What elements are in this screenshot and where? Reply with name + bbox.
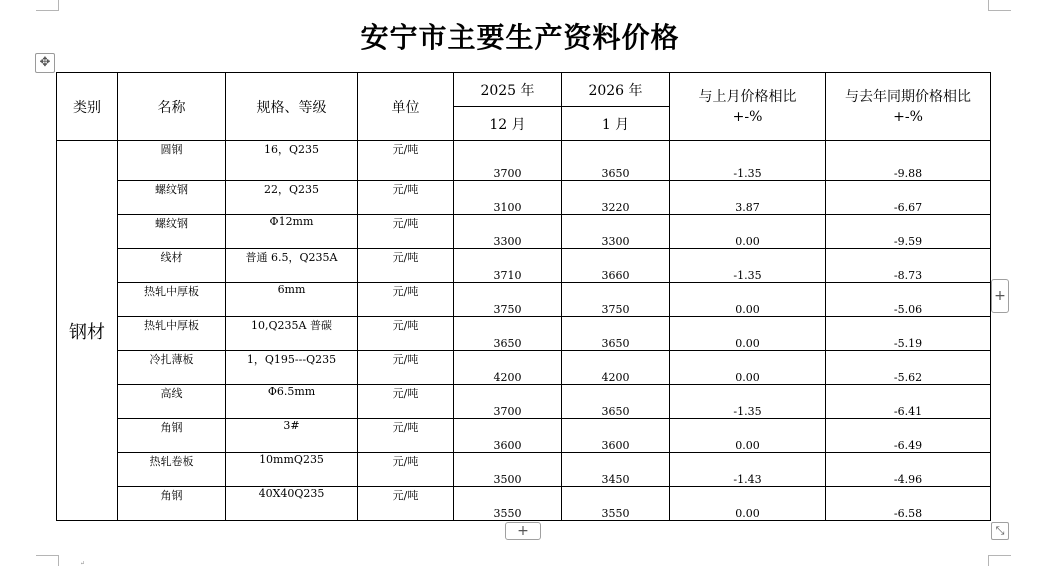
unit-cell: 元/吨 xyxy=(358,283,454,317)
spec-cell: 6mm xyxy=(226,283,358,317)
header-year-2026: 2026 年 xyxy=(562,73,670,107)
paragraph-mark: ↵ xyxy=(80,560,86,567)
mom-change-cell: 0.00 xyxy=(670,283,826,317)
document-title: 安宁市主要生产资料价格 xyxy=(360,21,680,54)
price-dec-cell: 3600 xyxy=(454,419,562,453)
yoy-change-cell: -8.73 xyxy=(826,249,991,283)
price-jan-cell: 3550 xyxy=(562,487,670,521)
unit-cell: 元/吨 xyxy=(358,453,454,487)
yoy-change-cell: -9.88 xyxy=(826,141,991,181)
price-table xyxy=(56,72,991,521)
plus-icon: + xyxy=(994,288,1006,304)
spec-cell: 40X40Q235 xyxy=(226,487,358,521)
price-dec-cell: 3700 xyxy=(454,385,562,419)
price-dec-cell: 3750 xyxy=(454,283,562,317)
page-corner-mark xyxy=(988,555,1011,566)
spec-cell: 10mmQ235 xyxy=(226,453,358,487)
price-dec-cell: 3700 xyxy=(454,141,562,181)
price-jan-cell: 3600 xyxy=(562,419,670,453)
table-row xyxy=(57,317,991,351)
name-cell: 圆钢 xyxy=(118,141,226,181)
header-mom-change xyxy=(670,73,826,141)
add-column-button[interactable] xyxy=(991,279,1009,313)
page-corner-mark xyxy=(36,0,59,11)
plus-icon: + xyxy=(517,523,529,539)
yoy-change-cell: -6.67 xyxy=(826,181,991,215)
unit-cell: 元/吨 xyxy=(358,317,454,351)
unit-cell: 元/吨 xyxy=(358,141,454,181)
price-dec-cell: 3550 xyxy=(454,487,562,521)
yoy-change-cell: -5.62 xyxy=(826,351,991,385)
header-name: 名称 xyxy=(118,73,226,141)
price-jan-cell: 3450 xyxy=(562,453,670,487)
yoy-change-cell: -6.41 xyxy=(826,385,991,419)
unit-cell: 元/吨 xyxy=(358,351,454,385)
unit-cell: 元/吨 xyxy=(358,181,454,215)
header-unit: 单位 xyxy=(358,73,454,141)
price-jan-cell: 3650 xyxy=(562,141,670,181)
price-dec-cell: 3100 xyxy=(454,181,562,215)
price-jan-cell: 3650 xyxy=(562,385,670,419)
table-resize-handle[interactable] xyxy=(991,522,1009,540)
table-row xyxy=(57,215,991,249)
price-dec-cell: 3300 xyxy=(454,215,562,249)
header-month-dec: 12 月 xyxy=(454,107,562,141)
header-mom-unit: +-% xyxy=(732,108,763,125)
table-row xyxy=(57,351,991,385)
mom-change-cell: 3.87 xyxy=(670,181,826,215)
name-cell: 线材 xyxy=(118,249,226,283)
table-row xyxy=(57,283,991,317)
price-dec-cell: 4200 xyxy=(454,351,562,385)
add-row-button[interactable] xyxy=(505,522,541,540)
mom-change-cell: 0.00 xyxy=(670,351,826,385)
name-cell: 冷扎薄板 xyxy=(118,351,226,385)
name-cell: 热轧卷板 xyxy=(118,453,226,487)
name-cell: 高线 xyxy=(118,385,226,419)
price-jan-cell: 4200 xyxy=(562,351,670,385)
mom-change-cell: -1.35 xyxy=(670,141,826,181)
name-cell: 热轧中厚板 xyxy=(118,283,226,317)
yoy-change-cell: -6.49 xyxy=(826,419,991,453)
header-yoy-change xyxy=(826,73,991,141)
price-jan-cell: 3300 xyxy=(562,215,670,249)
yoy-change-cell: -9.59 xyxy=(826,215,991,249)
spec-cell: 普通 6.5，Q235A xyxy=(226,249,358,283)
price-jan-cell: 3220 xyxy=(562,181,670,215)
header-yoy-label: 与去年同期价格相比 xyxy=(845,88,971,105)
table-row xyxy=(57,419,991,453)
resize-icon: ⤡ xyxy=(995,524,1005,537)
mom-change-cell: 0.00 xyxy=(670,487,826,521)
category-cell: 钢材 xyxy=(57,141,118,521)
unit-cell: 元/吨 xyxy=(358,215,454,249)
unit-cell: 元/吨 xyxy=(358,385,454,419)
header-year-2025: 2025 年 xyxy=(454,73,562,107)
price-dec-cell: 3500 xyxy=(454,453,562,487)
mom-change-cell: 0.00 xyxy=(670,419,826,453)
price-jan-cell: 3650 xyxy=(562,317,670,351)
name-cell: 螺纹钢 xyxy=(118,181,226,215)
name-cell: 螺纹钢 xyxy=(118,215,226,249)
unit-cell: 元/吨 xyxy=(358,487,454,521)
header-mom-label: 与上月价格相比 xyxy=(698,88,797,105)
spec-cell: 10,Q235A 普碳 xyxy=(226,317,358,351)
header-yoy-unit: +-% xyxy=(893,108,923,125)
page-corner-mark xyxy=(36,555,59,566)
name-cell: 角钢 xyxy=(118,487,226,521)
price-jan-cell: 3660 xyxy=(562,249,670,283)
table-row xyxy=(57,385,991,419)
unit-cell: 元/吨 xyxy=(358,249,454,283)
mom-change-cell: -1.35 xyxy=(670,249,826,283)
header-month-jan: 1 月 xyxy=(562,107,670,141)
spec-cell: Φ6.5mm xyxy=(226,385,358,419)
mom-change-cell: -1.35 xyxy=(670,385,826,419)
table-row xyxy=(57,453,991,487)
name-cell: 角钢 xyxy=(118,419,226,453)
table-row xyxy=(57,181,991,215)
price-dec-cell: 3710 xyxy=(454,249,562,283)
mom-change-cell: 0.00 xyxy=(670,215,826,249)
name-cell: 热轧中厚板 xyxy=(118,317,226,351)
spec-cell: 3# xyxy=(226,419,358,453)
spec-cell: 22，Q235 xyxy=(226,181,358,215)
yoy-change-cell: -6.58 xyxy=(826,487,991,521)
mom-change-cell: 0.00 xyxy=(670,317,826,351)
unit-cell: 元/吨 xyxy=(358,419,454,453)
table-row xyxy=(57,249,991,283)
spec-cell: 1，Q195---Q235 xyxy=(226,351,358,385)
move-icon: ✥ xyxy=(39,55,51,70)
table-row xyxy=(57,141,991,181)
table-move-handle[interactable] xyxy=(35,53,55,73)
header-category: 类别 xyxy=(57,73,118,141)
yoy-change-cell: -5.06 xyxy=(826,283,991,317)
mom-change-cell: -1.43 xyxy=(670,453,826,487)
yoy-change-cell: -4.96 xyxy=(826,453,991,487)
spec-cell: Φ12mm xyxy=(226,215,358,249)
yoy-change-cell: -5.19 xyxy=(826,317,991,351)
spec-cell: 16，Q235 xyxy=(226,141,358,181)
table-row xyxy=(57,487,991,521)
page-corner-mark xyxy=(988,0,1011,11)
table-body xyxy=(57,141,991,521)
header-spec: 规格、等级 xyxy=(226,73,358,141)
price-dec-cell: 3650 xyxy=(454,317,562,351)
price-jan-cell: 3750 xyxy=(562,283,670,317)
